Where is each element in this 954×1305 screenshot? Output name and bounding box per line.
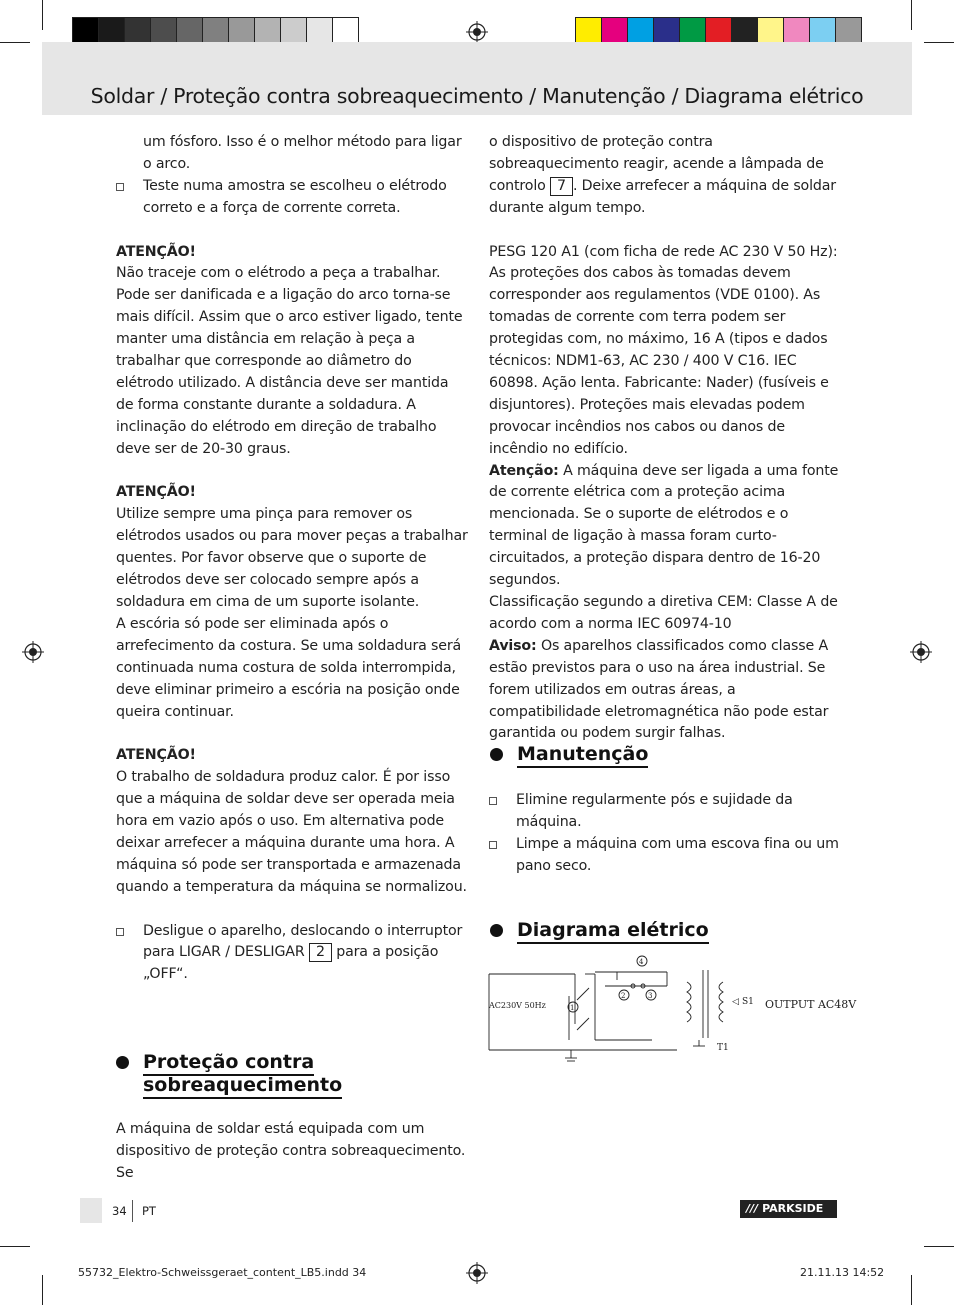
left-column (116, 132, 470, 986)
paragraph: Atenção: A máquina deve ser ligada a uma fonte de corrente elétrica com a proteção acima mencionada. Se o suporte de elétrodos e o terminal de ligação à massa foram curto-circuitados, a proteção dispara dentro de 16-20 segundos. (489, 462, 839, 589)
attention-heading: ATENÇÃO! (116, 747, 196, 764)
bullet-box-icon (116, 183, 124, 191)
file-info: 55732_Elektro-Schweissgeraet_content_LB5.indd 34 (78, 1266, 367, 1279)
paragraph: Classificação segundo a diretiva CEM: Classe A de acordo com a norma IEC 60974-10 (489, 594, 838, 632)
crop-mark (42, 1275, 43, 1305)
left-column-bottom (116, 1119, 470, 1185)
crop-mark (0, 42, 30, 43)
footer-divider (132, 1200, 133, 1222)
svg-text:2: 2 (621, 992, 626, 1000)
svg-text:1: 1 (570, 1004, 575, 1012)
crop-mark (42, 0, 43, 30)
page-title: Soldar / Proteção contra sobreaquecimento / Manutenção / Diagrama elétrico (90, 84, 864, 108)
crop-mark (924, 42, 954, 43)
list-item (489, 790, 841, 834)
page-number: 34 (112, 1204, 127, 1218)
paragraph: PESG 120 A1 (com ficha de rede AC 230 V 50 Hz): As proteções dos cabos às tomadas devem corresponder aos regulamentos (VDE 0100). As tomadas de corrente com terra podem ser protegidas com, no máximo, 16 A (tipos e dados técnicos: NDM1-63, AC 230 / 400 V C16. IEC 60898. Ação lenta. Fabricante: Nader) (fusíveis e disjuntores). Proteções mais elevadas podem provocar incêndios nos cabos ou danos de incêndio no edifício. (489, 243, 838, 457)
bullet-box-icon (489, 841, 497, 849)
footer-tab (80, 1198, 102, 1223)
reference-number: 2 (309, 943, 332, 962)
attention-label: Atenção: (489, 462, 559, 479)
bullet-dot-icon (116, 1056, 129, 1069)
list-item-text: Desligue o aparelho, deslocando o interruptor para LIGAR / DESLIGAR (143, 922, 463, 961)
right-column (489, 132, 841, 745)
bullet-dot-icon (490, 924, 503, 937)
list-item (116, 921, 470, 987)
section-heading-protection: Proteção contra sobreaquecimento (143, 1051, 342, 1097)
notice-label: Aviso: (489, 637, 537, 654)
crop-mark (911, 1275, 912, 1305)
output-label: OUTPUT AC48V (765, 998, 857, 1011)
crop-mark (924, 1246, 954, 1247)
svg-text:4: 4 (639, 958, 644, 966)
paragraph: Não traceje com o elétrodo a peça a trabalhar. Pode ser danificada e a ligação do arco torna-se mais difícil. Assim que o arco estiver ligado, tente manter uma distância em relação à peça a trabalhar que corresponde ao diâmetro do elétrodo utilizado. A distância deve ser mantida de forma constante durante a soldadura. A inclinação do elétrodo em direção de trabalho deve ser de 20-30 graus. (116, 265, 463, 457)
paragraph: um fósforo. Isso é o melhor método para ligar o arco. (143, 134, 462, 172)
svg-text:◁: ◁ (732, 997, 739, 1007)
wiring-diagram (487, 950, 857, 1070)
registration-mark-icon (22, 641, 44, 663)
list-item-text: Teste numa amostra se escolheu o elétrodo correto e a força de corrente correta. (143, 177, 447, 216)
crop-mark (911, 0, 912, 30)
bullet-box-icon (489, 797, 497, 805)
registration-mark-icon (466, 21, 488, 43)
paragraph: o dispositivo de proteção contra sobreaquecimento reagir, acende a lâmpada de controlo 7 . Deixe arrefecer a máquina de soldar durante algum tempo. (489, 134, 836, 216)
crop-mark (0, 1246, 30, 1247)
attention-heading: ATENÇÃO! (116, 243, 196, 260)
section-heading-diagram: Diagrama elétrico (517, 919, 709, 942)
reference-number: 7 (550, 177, 573, 196)
paragraph: A máquina de soldar está equipada com um dispositivo de proteção contra sobreaquecimento. Se (116, 1121, 466, 1181)
list-item-text: para a posição „OFF“. (143, 944, 439, 983)
list-item (489, 834, 841, 878)
bullet-dot-icon (490, 748, 503, 761)
maintenance-list (489, 790, 841, 878)
attention-heading: ATENÇÃO! (116, 484, 196, 501)
parkside-logo: /// PARKSIDE (740, 1200, 837, 1218)
list-item-text: Elimine regularmente pós e sujidade da máquina. (516, 792, 793, 830)
svg-text:3: 3 (648, 992, 653, 1000)
print-date: 21.11.13 14:52 (800, 1266, 885, 1279)
registration-mark-icon (910, 641, 932, 663)
paragraph: Aviso: Os aparelhos classificados como classe A estão previstos para o uso na área industrial. Se forem utilizados em outras áreas, a compatibilidade eletromagnética não pode estar garantida ou podem surgir falhas. (489, 637, 829, 742)
language-code: PT (142, 1204, 156, 1218)
switch-label: S1 (742, 997, 754, 1007)
registration-mark-icon (466, 1262, 488, 1284)
paragraph: O trabalho de soldadura produz calor. É por isso que a máquina de soldar deve ser operada meia hora em vazio após o uso. Em alternativa pode deixar arrefecer a máquina durante uma hora. A máquina só pode ser transportada e armazenada quando a temperatura da máquina se normalizou. (116, 769, 467, 895)
list-item (116, 176, 470, 220)
paragraph: A escória só pode ser eliminada após o arrefecimento da costura. Se uma soldadura será continuada numa costura de solda interrompida, deve eliminar primeiro a escória na posição onde queira continuar. (116, 615, 462, 720)
transformer-label: T1 (717, 1043, 729, 1053)
input-label: AC230V 50Hz (489, 1001, 546, 1010)
bullet-box-icon (116, 928, 124, 936)
list-item-text: Limpe a máquina com uma escova fina ou um pano seco. (516, 835, 839, 874)
section-heading-maintenance: Manutenção (517, 743, 648, 766)
paragraph: Utilize sempre uma pinça para remover os elétrodos usados ou para mover peças a trabalhar quentes. Por favor observe que o suporte de elétrodos deve ser colocado sempre após a soldadura em cima de um suporte isolante. (116, 506, 468, 610)
